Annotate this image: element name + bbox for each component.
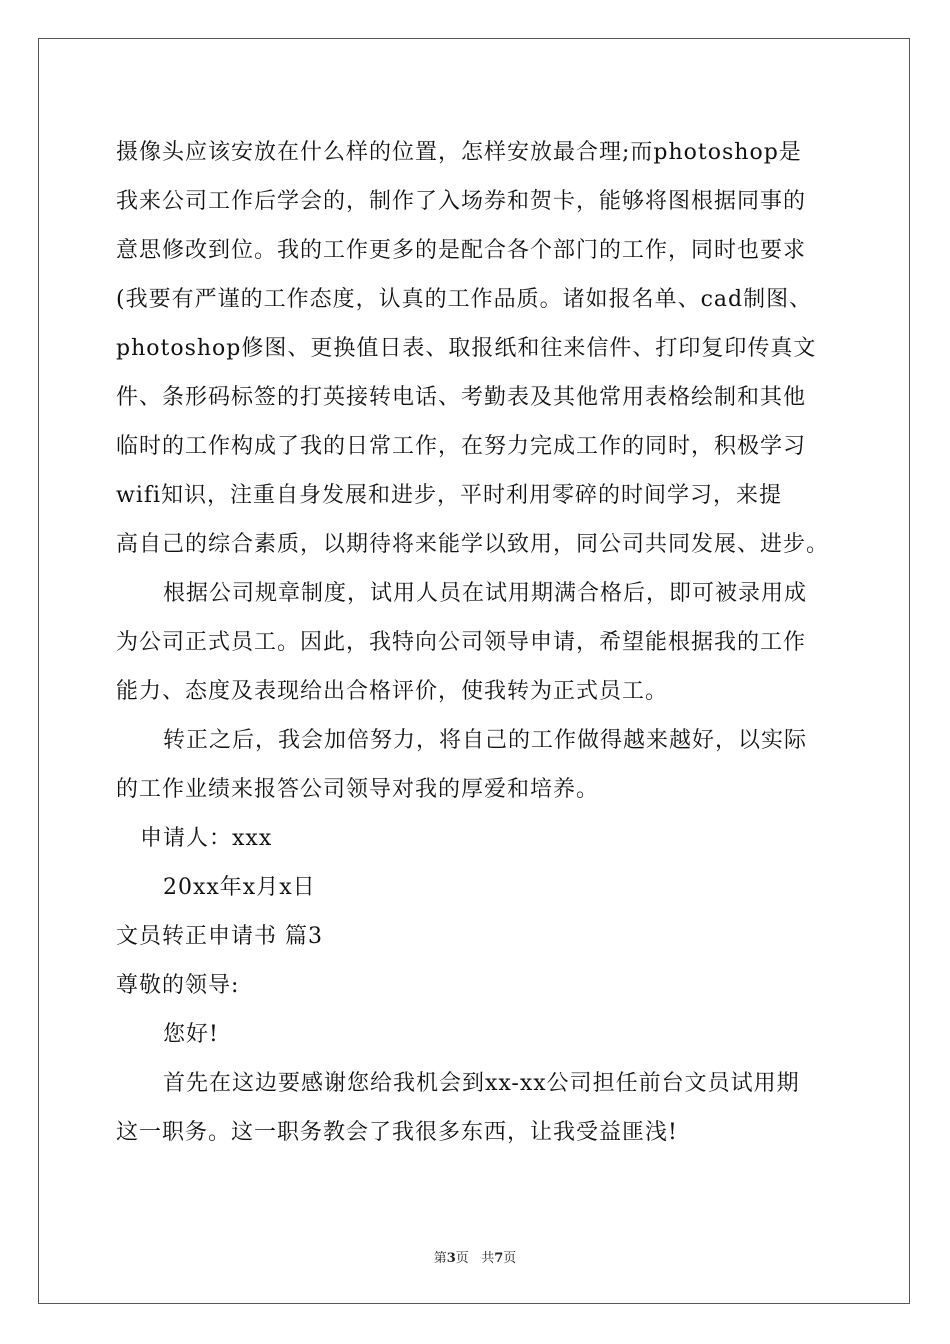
text-line: 这一职务。这一职务教会了我很多东西，让我受益匪浅! [116,1120,678,1145]
text-line: wifi知识，注重自身发展和进步，平时利用零碎的时间学习，来提 [116,483,783,508]
text-line: 我来公司工作后学会的，制作了入场券和贺卡，能够将图根据同事的 [116,189,807,214]
text-line: 件、条形码标签的打英接转电话、考勤表及其他常用表格绘制和其他 [116,385,807,410]
section-heading: 文员转正申请书 篇3 [116,924,323,949]
paragraph-start-line: 首先在这边要感谢您给我机会到xx-xx公司担任前台文员试用期 [163,1071,800,1096]
text-line: 高自己的综合素质，以期待将来能学以致用，同公司共同发展、进步。 [116,532,830,557]
text-line: 意思修改到位。我的工作更多的是配合各个部门的工作，同时也要求 [116,238,807,263]
footer-middle: 页 共 [455,1251,495,1266]
current-page-number: 3 [446,1251,456,1266]
applicant-line: 申请人：xxx [140,826,273,851]
text-line: 为公司正式员工。因此，我特向公司领导申请，希望能根据我的工作 [116,630,807,655]
date-line: 20xx年x月x日 [163,875,316,900]
greeting: 您好! [163,1022,219,1047]
text-line: 能力、态度及表现给出合格评价，使我转为正式员工。 [116,679,669,704]
text-line: photoshop修图、更换值日表、取报纸和往来信件、打印复印传真文 [116,336,817,361]
paragraph-start-line: 根据公司规章制度，试用人员在试用期满合格后，即可被录用成 [163,581,808,606]
salutation: 尊敬的领导: [116,973,240,998]
text-line: (我要有严谨的工作态度，认真的工作品质。诸如报名单、cad制图、 [116,287,813,312]
document-body [116,128,856,1157]
total-pages-number: 7 [494,1251,504,1266]
text-line: 的工作业绩来报答公司领导对我的厚爱和培养。 [116,777,600,802]
text-line: 临时的工作构成了我的日常工作，在努力完成工作的同时，积极学习 [116,434,807,459]
page-number-footer [0,1247,950,1266]
text-line: 摄像头应该安放在什么样的位置，怎样安放最合理;而photoshop是 [116,140,802,165]
footer-suffix: 页 [503,1251,517,1266]
footer-prefix: 第 [433,1251,447,1266]
paragraph-start-line: 转正之后，我会加倍努力，将自己的工作做得越来越好，以实际 [163,728,808,753]
